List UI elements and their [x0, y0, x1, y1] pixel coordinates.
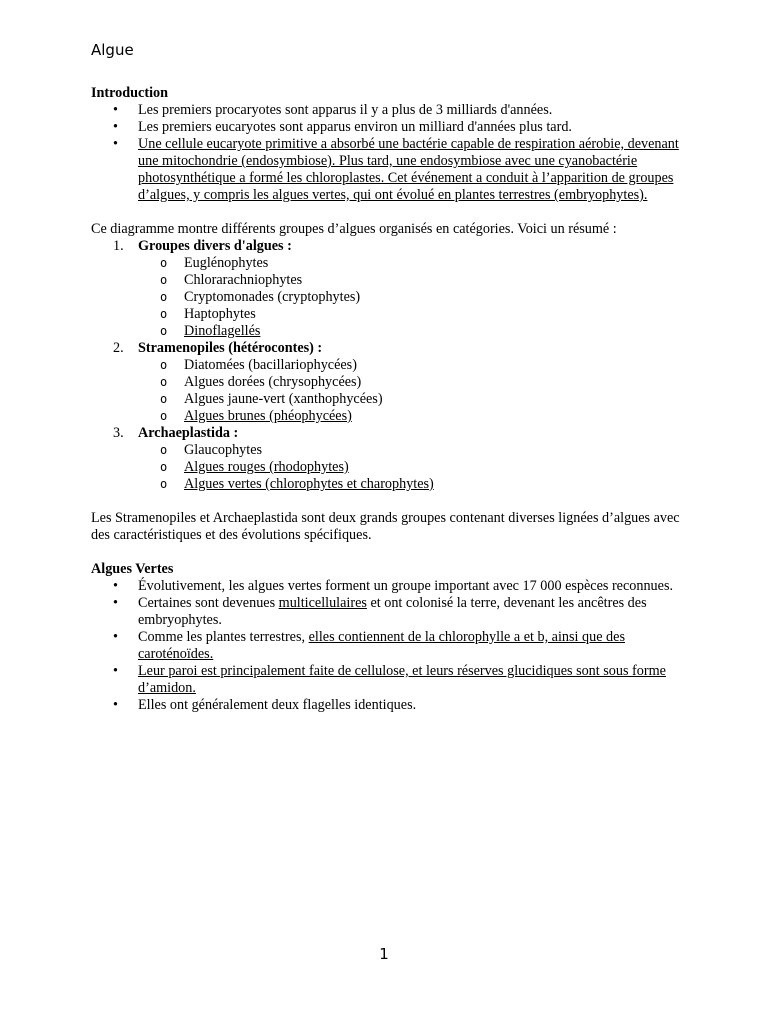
list-item: o Cryptomonades (cryptophytes)	[138, 289, 681, 306]
category-title: Groupes divers d'algues :	[138, 238, 292, 254]
page-number: 1	[379, 945, 389, 963]
category-number: 2.	[113, 340, 124, 356]
list-item: o Diatomées (bacillariophycées)	[138, 357, 681, 374]
green-bullet-5: • Elles ont généralement deux flagelles identiques.	[91, 697, 681, 714]
list-item	[138, 323, 681, 340]
category-number: 3.	[113, 425, 124, 441]
list-item: o Haptophytes	[138, 306, 681, 323]
item-link: Algues rouges (rhodophytes)	[184, 459, 349, 475]
category-3	[91, 425, 681, 493]
text-segment: Certaines sont devenues	[138, 595, 279, 611]
list-item: o Algues dorées (chrysophycées)	[138, 374, 681, 391]
text-segment: Comme les plantes terrestres,	[138, 629, 309, 645]
conclusion-paragraph: Les Stramenopiles et Archaeplastida sont deux grands groupes contenant diverses lignées d’algues avec des caractéristiques et des évolutions spécifiques.	[91, 510, 680, 543]
category-1-items	[138, 255, 681, 340]
item-link: Dinoflagellés	[184, 323, 261, 339]
category-title: Stramenopiles (hétérocontes) :	[138, 340, 323, 356]
list-item	[138, 408, 681, 425]
category-list	[91, 238, 681, 493]
green-algae-list	[91, 578, 681, 714]
list-item: o Chlorarachniophytes	[138, 272, 681, 289]
green-algae-heading: Algues Vertes	[91, 561, 174, 577]
list-item: o Algues jaune-vert (xanthophycées)	[138, 391, 681, 408]
item-link: Algues vertes (chlorophytes et charophytes)	[184, 476, 434, 492]
category-1	[91, 238, 681, 340]
intro-bullet-2: • Les premiers eucaryotes sont apparus environ un milliard d'années plus tard.	[91, 119, 681, 136]
document-body	[91, 85, 681, 714]
intro-list	[91, 102, 681, 204]
list-item	[138, 459, 681, 476]
item-link: Algues brunes (phéophycées)	[184, 408, 352, 424]
category-2-items	[138, 357, 681, 425]
summary-paragraph: Ce diagramme montre différents groupes d’algues organisés en catégories. Voici un résumé :	[91, 221, 617, 237]
green-bullet-3	[91, 629, 681, 663]
underlined-segment: multicellulaires	[278, 595, 367, 611]
text-segment: et ont colonisé la terre, devenant les ancêtres des embryophytes.	[138, 595, 647, 628]
category-2	[91, 340, 681, 425]
category-3-items	[138, 442, 681, 493]
intro-bullet-1: • Les premiers procaryotes sont apparus il y a plus de 3 milliards d'années.	[91, 102, 681, 119]
intro-heading: Introduction	[91, 85, 168, 101]
intro-bullet-3: • Une cellule eucaryote primitive a absorbé une bactérie capable de respiration aérobie, devenant une mitochondrie (endosymbiose). Plus tard, une endosymbiose avec une cyanobactérie photosynthétique a formé les chloroplastes. Cet événement a conduit à l’apparition de groupes d’algues, y compris les algues vertes, qui ont évolué en plantes terrestres (embryophytes).	[91, 136, 681, 204]
green-bullet-2	[91, 595, 681, 629]
underlined-segment: elles contiennent de la chlorophylle a et b, ainsi que des caroténoïdes.	[138, 629, 625, 662]
page-header-title: Algue	[91, 41, 134, 59]
green-bullet-1: • Évolutivement, les algues vertes forment un groupe important avec 17 000 espèces reconnues.	[91, 578, 681, 595]
list-item: o Glaucophytes	[138, 442, 681, 459]
green-bullet-4: • Leur paroi est principalement faite de cellulose, et leurs réserves glucidiques sont sous forme d’amidon.	[91, 663, 681, 697]
category-number: 1.	[113, 238, 124, 254]
list-item	[138, 476, 681, 493]
category-title: Archaeplastida :	[138, 425, 239, 441]
list-item: o Euglénophytes	[138, 255, 681, 272]
